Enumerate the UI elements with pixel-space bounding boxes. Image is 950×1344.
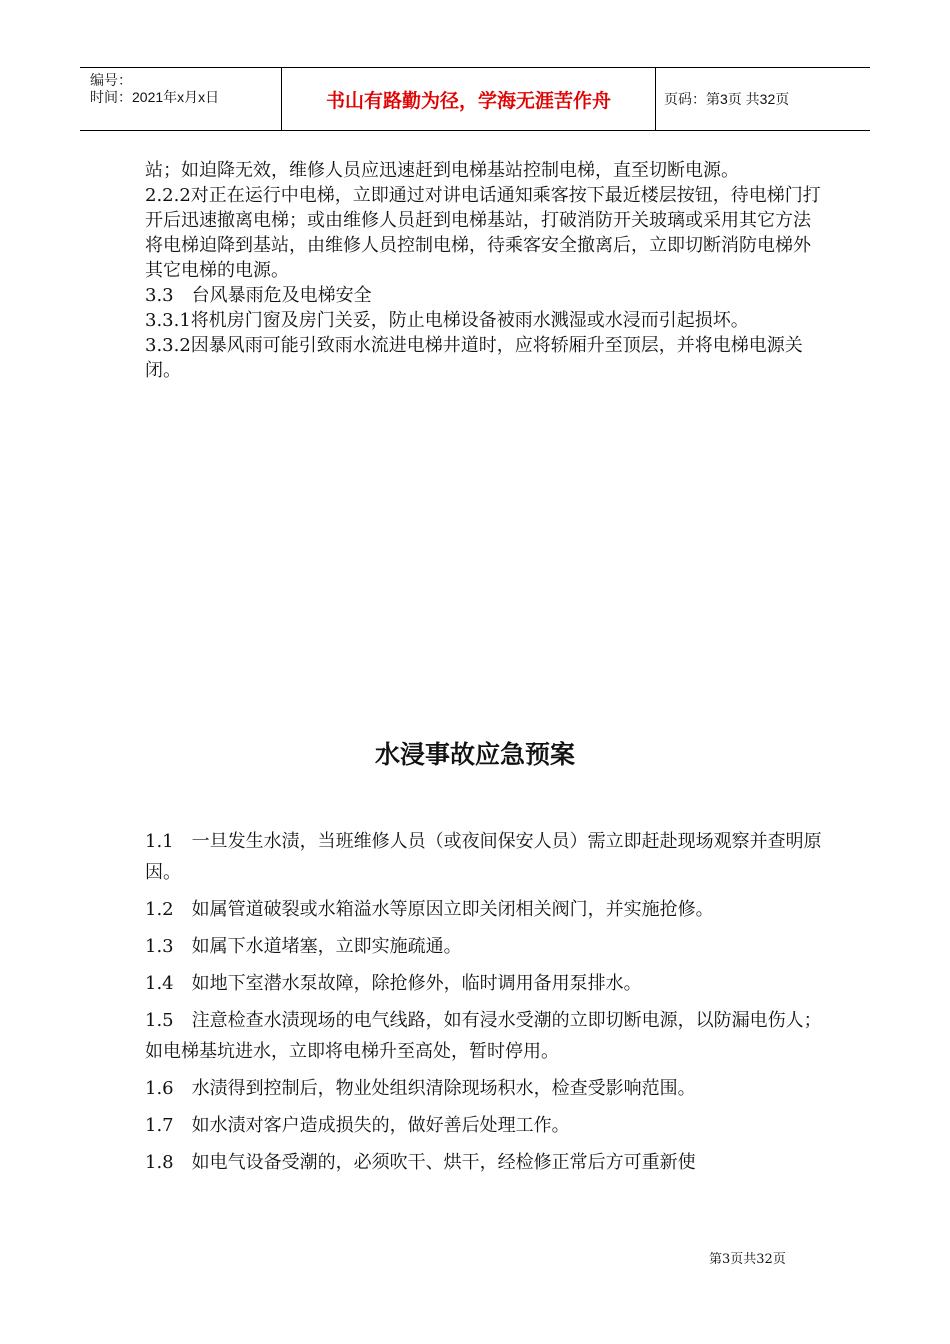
header-motto: 书山有路勤为径，学海无涯苦作舟	[282, 68, 656, 130]
section-title: 水浸事故应急预案	[374, 740, 575, 769]
section-elevator-continued	[145, 158, 825, 383]
paragraph: 1.7 如水渍对客户造成损失的，做好善后处理工作。	[145, 1115, 570, 1136]
paragraph: 3.3.1将机房门窗及房门关妥，防止电梯设备被雨水溅湿或水浸而引起损坏。	[145, 310, 749, 331]
paragraph: 3.3.2因暴风雨可能引致雨水流进电梯井道时，应将轿厢升至顶层，并将电梯电源关闭。	[145, 335, 803, 381]
paragraph: 3.3 台风暴雨危及电梯安全	[145, 285, 372, 306]
paragraph: 站；如迫降无效，维修人员应迅速赶到电梯基站控制电梯，直至切断电源。	[145, 160, 739, 181]
paragraph: 1.2 如属管道破裂或水箱溢水等原因立即关闭相关阀门，并实施抢修。	[145, 899, 714, 920]
paragraph: 1.1 一旦发生水渍，当班维修人员（或夜间保安人员）需立即赶赴现场观察并查明原因。	[145, 831, 822, 883]
paragraph: 1.3 如属下水道堵塞，立即实施疏通。	[145, 936, 462, 957]
paragraph: 1.8 如电气设备受潮的，必须吹干、烘干，经检修正常后方可重新使	[145, 1152, 696, 1173]
document-number: 编号：	[90, 72, 132, 88]
paragraph: 1.6 水渍得到控制后，物业处组织清除现场积水，检查受影响范围。	[145, 1078, 696, 1099]
section-flood-plan	[145, 826, 835, 1184]
paragraph: 1.4 如地下室潜水泵故障，除抢修外，临时调用备用泵排水。	[145, 973, 642, 994]
document-date: 时间：2021年x月x日	[90, 89, 220, 105]
paragraph: 2.2.2对正在运行中电梯，立即通过对讲电话通知乘客按下最近楼层按钮，待电梯门打开后迅速撤离电梯；或由维修人员赶到电梯基站，打破消防开关玻璃或采用其它方法将电梯迫降到基站，由维修人员控制电梯，待乘客安全撤离后，立即切断消防电梯外其它电梯的电源。	[145, 185, 821, 281]
header-meta	[80, 68, 282, 130]
paragraph: 1.5 注意检查水渍现场的电气线路，如有浸水受潮的立即切断电源，以防漏电伤人；如电梯基坑进水，立即将电梯升至高处，暂时停用。	[145, 1010, 822, 1062]
page-footer: 第3页共32页	[709, 1252, 786, 1267]
header-page-number: 页码：第3页 共32页	[664, 91, 790, 107]
page-header	[80, 67, 870, 131]
